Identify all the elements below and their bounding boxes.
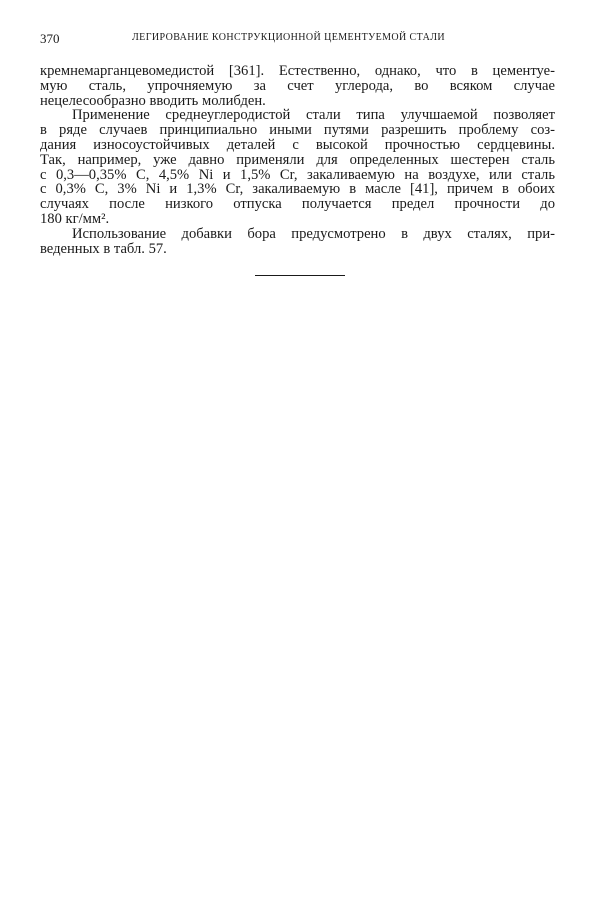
- text-line: дания износоустойчивых деталей с высокой прочностью сердцевины.: [40, 136, 555, 153]
- body-text: [40, 64, 555, 256]
- running-title: ЛЕГИРОВАНИЕ КОНСТРУКЦИОННОЙ ЦЕМЕНТУЕМОЙ СТАЛИ: [132, 32, 446, 43]
- text-line: 180 кг/мм².: [40, 210, 110, 227]
- text-line: в ряде случаев принципиально иными путями разрешить проблему соз-: [40, 122, 555, 139]
- text-line: с 0,3—0,35% C, 4,5% Ni и 1,5% Cr, закаливаемую на воздухе, или сталь: [40, 166, 555, 183]
- text-line: веденных в табл. 57.: [40, 240, 167, 257]
- page-header: [40, 31, 560, 49]
- paragraph: [40, 64, 555, 108]
- paragraph: [40, 108, 555, 226]
- text-line: нецелесообразно вводить молибден.: [40, 92, 266, 109]
- text-line: кремнемарганцевомедистой [361]. Естественно, однако, что в цементуе-: [40, 63, 555, 79]
- text-line: случаях после низкого отпуска получается предел прочности до: [40, 196, 555, 213]
- text-line: с 0,3% C, 3% Ni и 1,3% Cr, закаливаемую в масле [41], причем в обоих: [40, 181, 555, 198]
- text-line: Так, например, уже давно применяли для определенных шестерен сталь: [40, 151, 555, 168]
- text-line: Использование добавки бора предусмотрено в двух сталях, при-: [72, 225, 555, 242]
- text-line: мую сталь, упрочняемую за счет углерода, во всяком случае: [40, 77, 555, 94]
- text-line: Применение среднеуглеродистой стали типа улучшаемой позволяет: [72, 107, 555, 124]
- page-number: 370: [40, 31, 60, 46]
- paragraph: [40, 227, 555, 257]
- section-divider: [255, 275, 345, 276]
